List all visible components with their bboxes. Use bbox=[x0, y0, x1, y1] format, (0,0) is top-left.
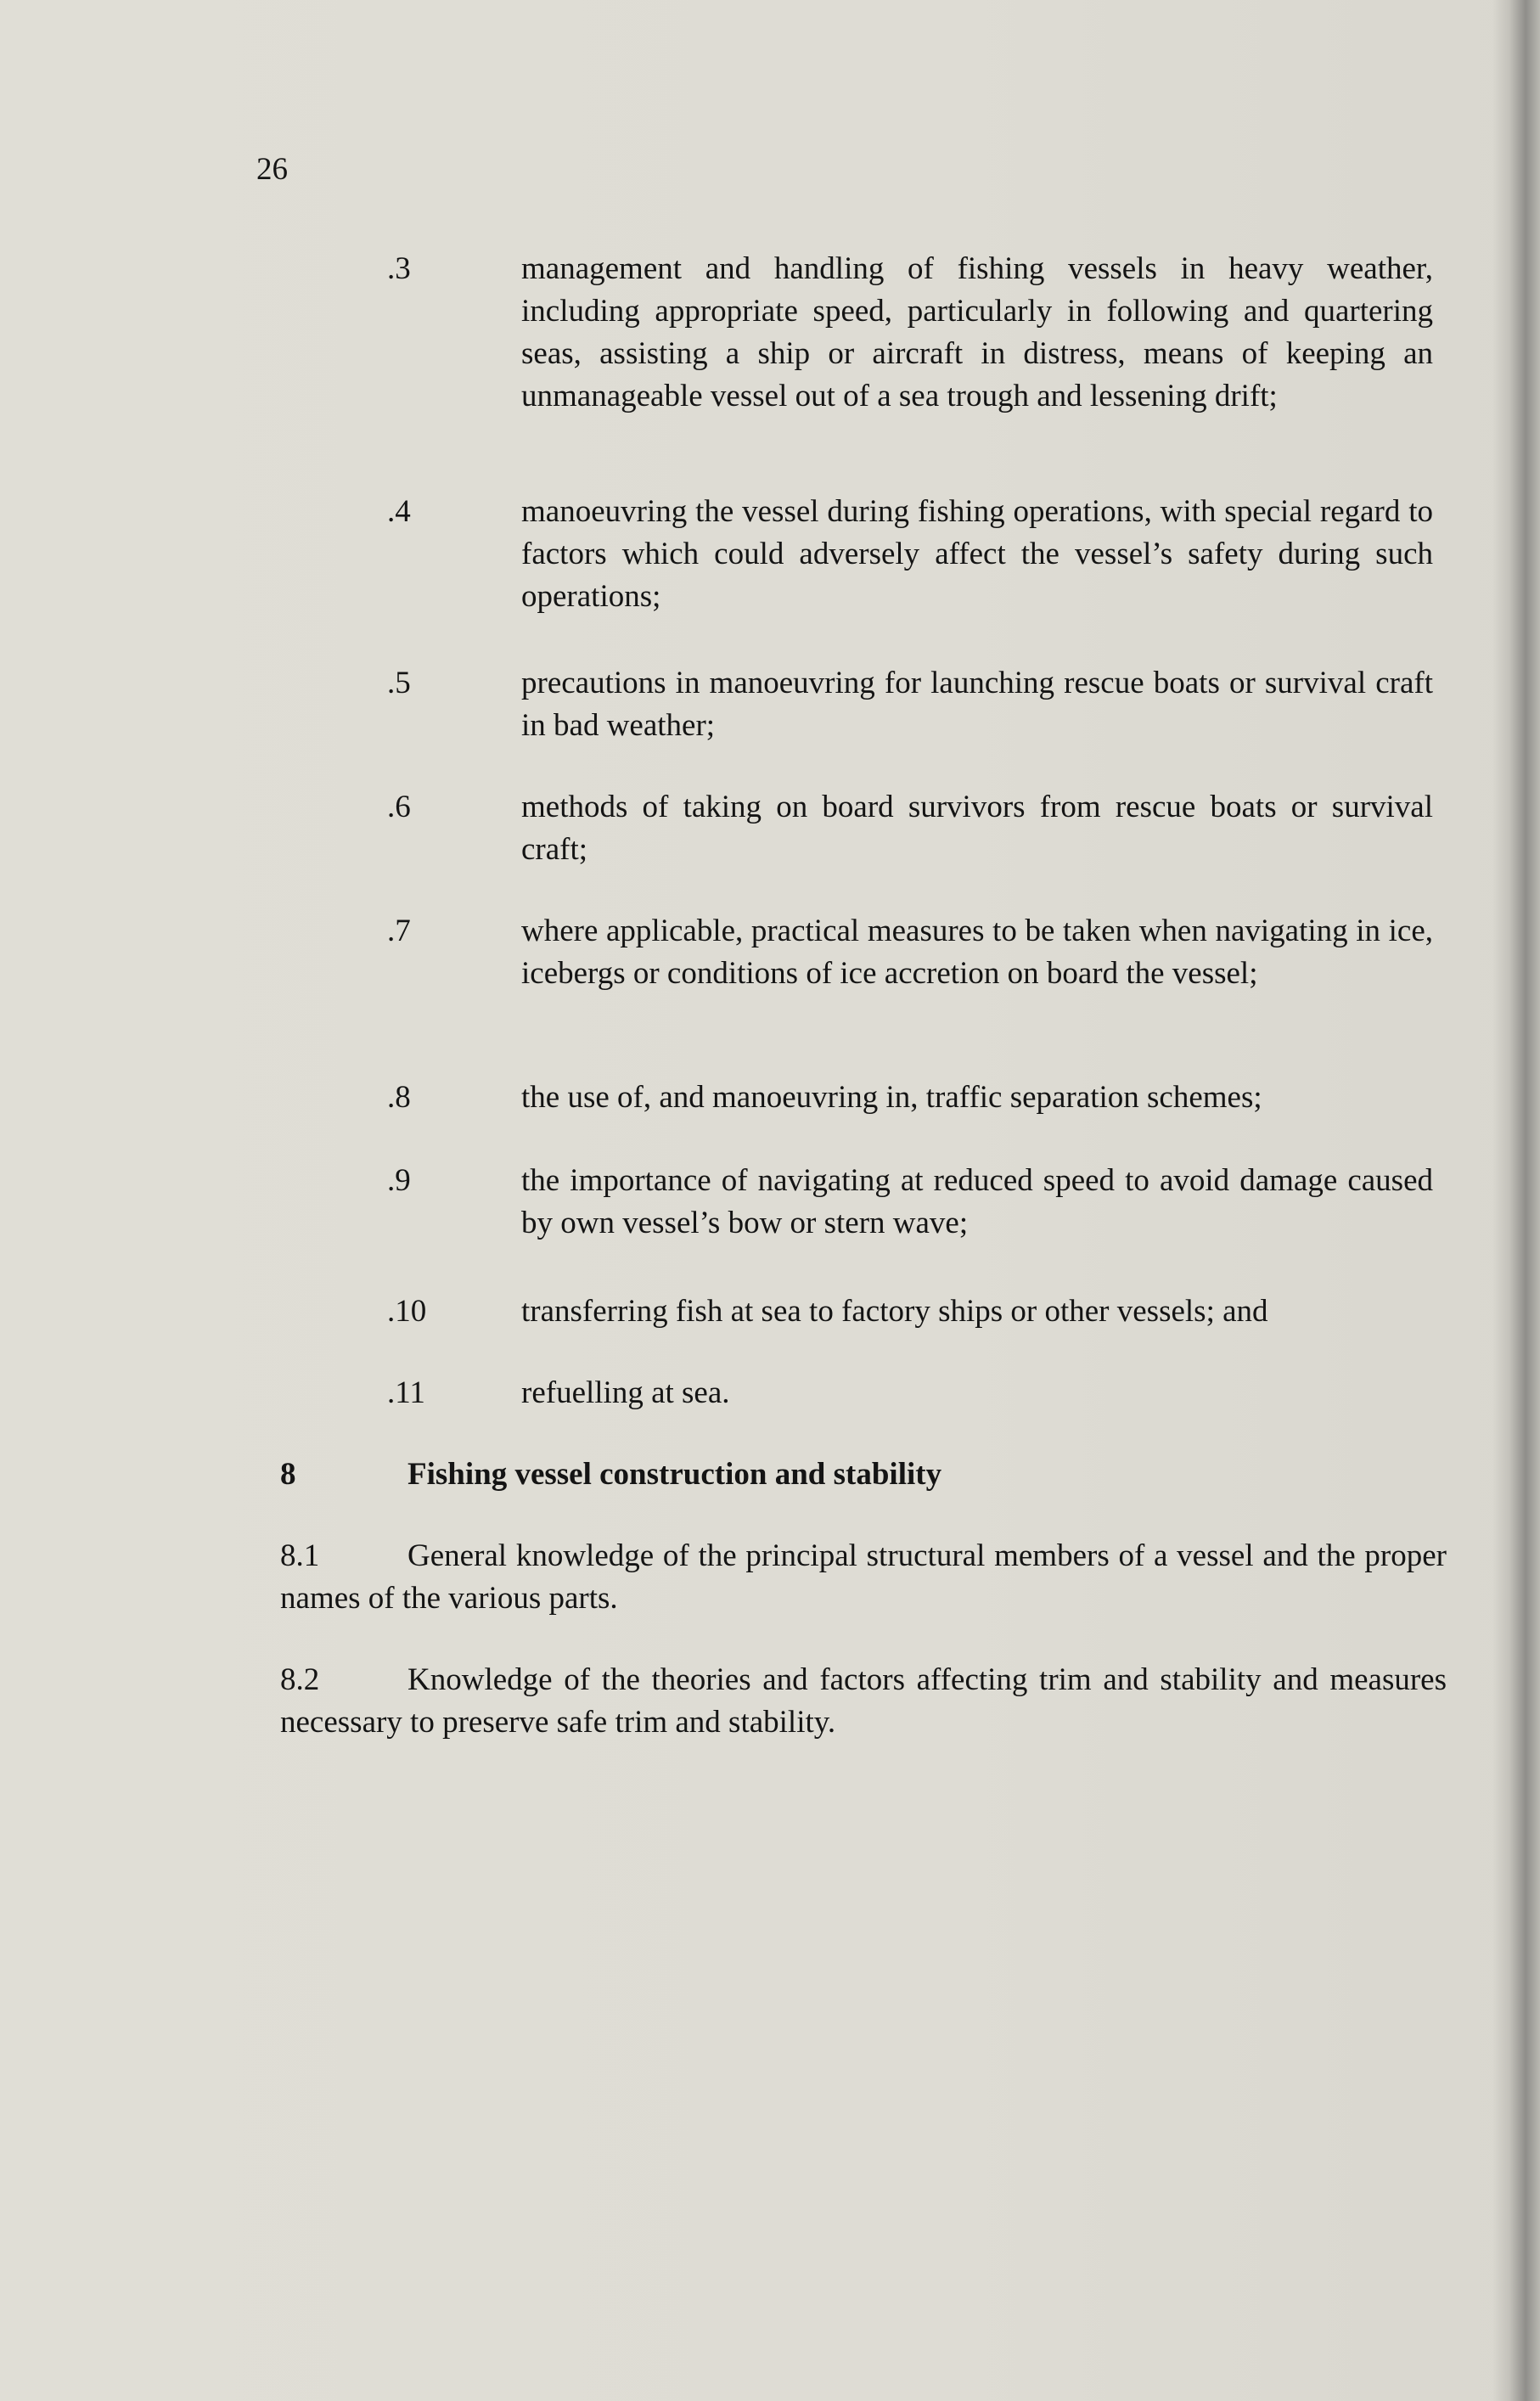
paragraph bbox=[280, 1659, 1447, 1744]
item-number: .5 bbox=[387, 666, 411, 700]
item-text: the use of, and manoeuvring in, traffic separation schemes; bbox=[521, 1080, 1262, 1115]
item-number: .11 bbox=[387, 1375, 425, 1410]
item-text: the importance of navigating at reduced speed to avoid damage caused by own vessel’s bow or stern wave; bbox=[521, 1163, 1433, 1240]
item-number: .7 bbox=[387, 914, 411, 948]
item-text: manoeuvring the vessel during fishing operations, with special regard to factors which could adversely affect the vessel’s safety during such operations; bbox=[521, 494, 1433, 614]
item-text: transferring fish at sea to factory ships or other vessels; and bbox=[521, 1294, 1268, 1329]
section-title: Fishing vessel construction and stability bbox=[407, 1457, 942, 1492]
item-number: .10 bbox=[387, 1294, 427, 1329]
item-number: .9 bbox=[387, 1163, 411, 1198]
paragraph-number: 8.2 bbox=[280, 1662, 320, 1697]
item-text: where applicable, practical measures to be taken when navigating in ice, icebergs or conditions of ice accretion on board the vessel; bbox=[521, 914, 1433, 991]
item-number: .6 bbox=[387, 790, 411, 824]
item-text: methods of taking on board survivors from rescue boats or survival craft; bbox=[521, 790, 1433, 867]
paragraph-number: 8.1 bbox=[280, 1538, 320, 1573]
section-number: 8 bbox=[280, 1457, 296, 1492]
item-text: management and handling of fishing vessels in heavy weather, including appropriate speed, particularly in following and quartering seas, assisting a ship or aircraft in distress, means of keeping an unmanageable vessel out of a sea trough and lessening drift; bbox=[521, 251, 1433, 413]
item-number: .4 bbox=[387, 494, 411, 529]
paragraph bbox=[280, 1535, 1447, 1620]
paragraph-text: Knowledge of the theories and factors affecting trim and stability and measures necessary to preserve safe trim and stability. bbox=[280, 1662, 1447, 1740]
page-number: 26 bbox=[256, 152, 288, 187]
page-edge-shadow bbox=[1492, 0, 1540, 2401]
item-number: .8 bbox=[387, 1080, 411, 1115]
paragraph-text: General knowledge of the principal structural members of a vessel and the proper names of the various parts. bbox=[280, 1538, 1447, 1616]
item-text: refuelling at sea. bbox=[521, 1375, 730, 1410]
item-text: precautions in manoeuvring for launching rescue boats or survival craft in bad weather; bbox=[521, 666, 1433, 743]
item-number: .3 bbox=[387, 251, 411, 286]
